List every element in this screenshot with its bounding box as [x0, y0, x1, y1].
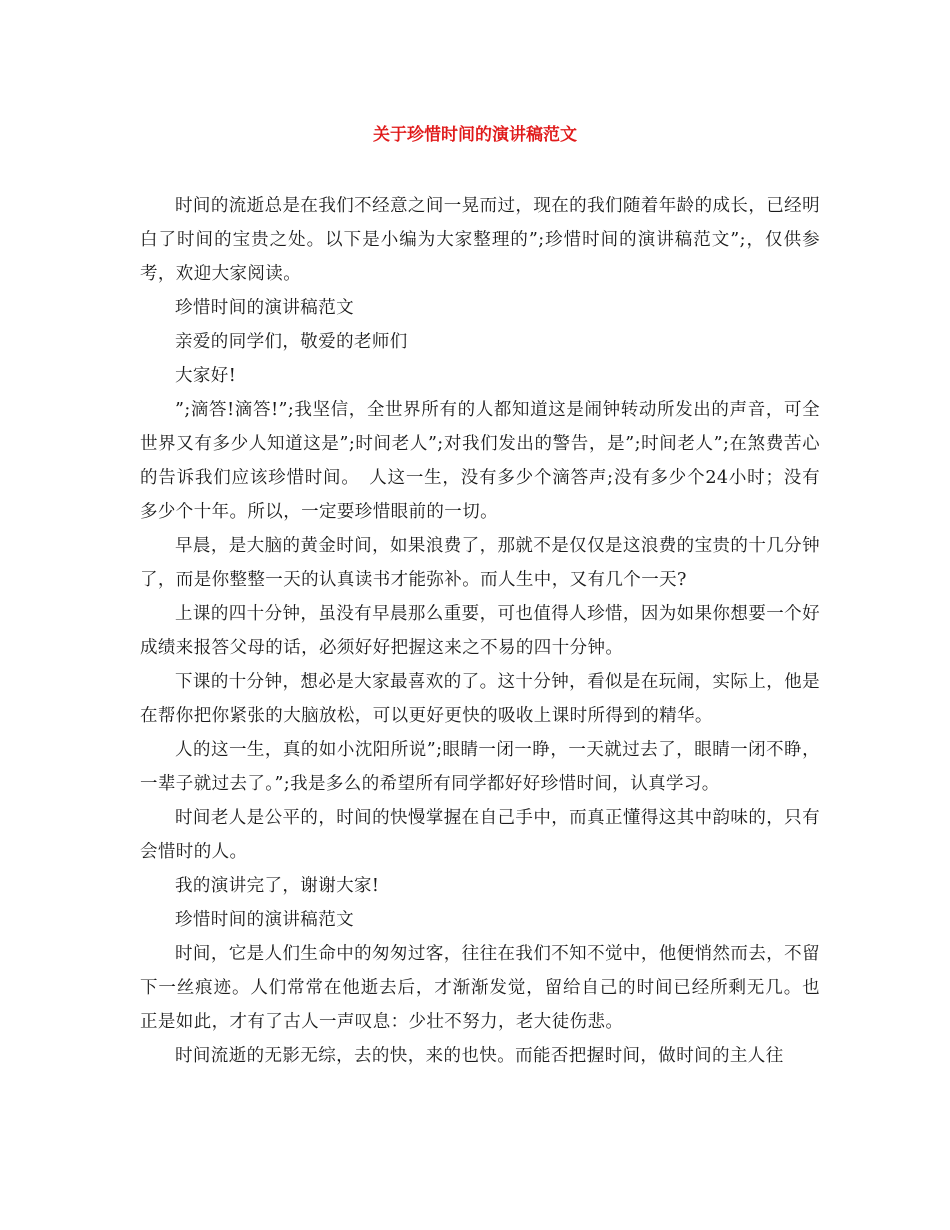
paragraph-body: 时间流逝的无影无综，去的快，来的也快。而能否把握时间，做时间的主人往: [175, 1046, 784, 1066]
paragraph-body: 人的这一生，真的如小沈阳所说”;眼睛一闭一睁，一天就过去了，眼睛一闭不睁，一辈子就过去了。”;我是多么的希望所有同学都好好珍惜时间，认真学习。: [140, 740, 820, 794]
paragraph-body: ”;滴答!滴答!”;我坚信，全世界所有的人都知道这是闹钟转动所发出的声音，可全世界又有多少人知道这是”;时间老人”;对我们发出的警告，是”;时间老人”;在煞费苦心的告诉我们应该珍惜时间。 人这一生，没有多少个滴答声;没有多少个24小时；没有多少个十年。所以，一定要珍惜眼前的一切。: [140, 400, 820, 522]
paragraph-body: 早晨，是大脑的黄金时间，如果浪费了，那就不是仅仅是这浪费的宝贵的十几分钟了，而是你整整一天的认真读书才能弥补。而人生中，又有几个一天?: [140, 536, 820, 590]
document-title: 关于珍惜时间的演讲稿范文: [373, 125, 577, 145]
paragraph-body: 下课的十分钟，想必是大家最喜欢的了。这十分钟，看似是在玩闹，实际上，他是在帮你把你紧张的大脑放松，可以更好更快的吸收上课时所得到的精华。: [140, 672, 820, 726]
paragraph-body: 时间老人是公平的，时间的快慢掌握在自己手中，而真正懂得这其中韵味的，只有会惜时的人。: [140, 808, 820, 862]
document-body: [140, 189, 820, 1073]
paragraph-greeting: 大家好!: [175, 366, 237, 386]
paragraph-body: 上课的四十分钟，虽没有早晨那么重要，可也值得人珍惜，因为如果你想要一个好成绩来报答父母的话，必须好好把握这来之不易的四十分钟。: [140, 604, 820, 658]
paragraph-body: 时间，它是人们生命中的匆匆过客，往往在我们不知不觉中，他便悄然而去，不留下一丝痕迹。人们常常在他逝去后，才渐渐发觉，留给自己的时间已经所剩无几。也正是如此，才有了古人一声叹息：少壮不努力，老大徒伤悲。: [140, 944, 820, 1032]
paragraph-closing: 我的演讲完了，谢谢大家!: [175, 876, 380, 896]
paragraph-salutation: 亲爱的同学们，敬爱的老师们: [175, 332, 408, 352]
paragraph-section-heading: 珍惜时间的演讲稿范文: [175, 298, 354, 318]
paragraph-section-heading: 珍惜时间的演讲稿范文: [175, 910, 354, 930]
paragraph-intro: 时间的流逝总是在我们不经意之间一晃而过，现在的我们随着年龄的成长，已经明白了时间的宝贵之处。以下是小编为大家整理的”;珍惜时间的演讲稿范文”;，仅供参考，欢迎大家阅读。: [140, 196, 820, 284]
